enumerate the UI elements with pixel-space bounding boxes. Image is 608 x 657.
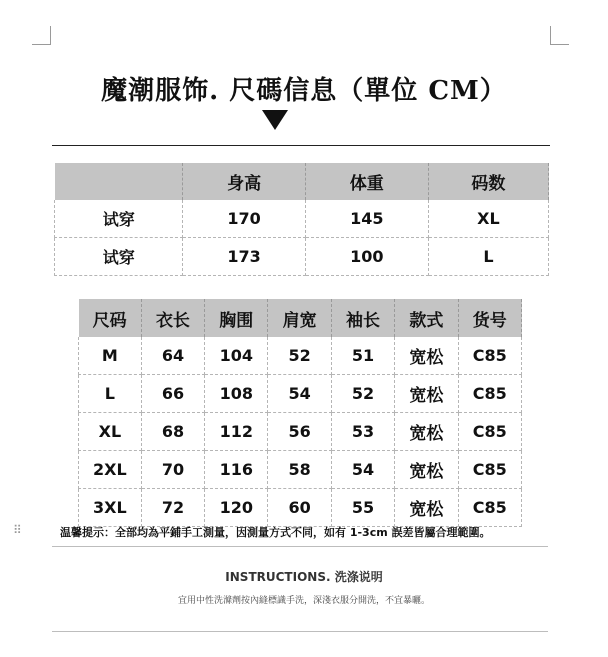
size-cell: 53 xyxy=(331,413,394,451)
table-row xyxy=(79,451,522,489)
fit-cell: 100 xyxy=(305,238,428,276)
size-cell: L xyxy=(79,375,142,413)
size-cell: 55 xyxy=(331,489,394,527)
size-cell: 64 xyxy=(141,337,204,375)
size-cell: 宽松 xyxy=(395,451,458,489)
size-header-cell: 肩宽 xyxy=(268,299,331,337)
size-cell: 104 xyxy=(205,337,268,375)
size-cell: 54 xyxy=(268,375,331,413)
table-row xyxy=(79,375,522,413)
size-cell: M xyxy=(79,337,142,375)
table-row xyxy=(55,200,549,238)
table-row xyxy=(79,489,522,527)
size-cell: 51 xyxy=(331,337,394,375)
size-cell: 56 xyxy=(268,413,331,451)
fit-table xyxy=(54,163,549,276)
size-cell: 108 xyxy=(205,375,268,413)
fit-cell: XL xyxy=(428,200,548,238)
fit-header-cell: 身高 xyxy=(183,163,305,200)
size-cell: 宽松 xyxy=(395,375,458,413)
fit-cell: L xyxy=(428,238,548,276)
divider-bottom xyxy=(52,631,548,632)
fit-cell: 145 xyxy=(305,200,428,238)
size-header-cell: 衣长 xyxy=(141,299,204,337)
fit-cell: 试穿 xyxy=(55,200,183,238)
page-corner-mark-top-left xyxy=(32,26,51,45)
fit-header-cell: 码数 xyxy=(428,163,548,200)
size-header-cell: 款式 xyxy=(395,299,458,337)
size-cell: 52 xyxy=(268,337,331,375)
size-cell: C85 xyxy=(458,375,521,413)
size-cell: C85 xyxy=(458,489,521,527)
size-cell: C85 xyxy=(458,451,521,489)
table-row xyxy=(79,413,522,451)
size-table xyxy=(78,299,522,527)
size-cell: 54 xyxy=(331,451,394,489)
instructions-text: 宜用中性洗滌劑按內縫標識手洗，深淺衣服分開洗，不宜暴曬。 xyxy=(177,596,430,606)
size-cell: XL xyxy=(79,413,142,451)
size-header-cell: 袖长 xyxy=(331,299,394,337)
divider-top xyxy=(52,145,550,146)
page-title: 魔潮服饰. 尺碼信息（單位 CM） xyxy=(101,76,507,106)
table-row xyxy=(55,238,549,276)
down-triangle-icon xyxy=(262,110,288,130)
fit-cell: 试穿 xyxy=(55,238,183,276)
size-header-cell: 胸围 xyxy=(205,299,268,337)
page-corner-mark-top-right xyxy=(550,26,569,45)
size-cell: 70 xyxy=(141,451,204,489)
fit-table-header-row xyxy=(55,163,549,200)
table-row xyxy=(79,337,522,375)
size-table-header-row xyxy=(79,299,522,337)
size-header-cell: 尺码 xyxy=(79,299,142,337)
fit-cell: 170 xyxy=(183,200,305,238)
size-cell: C85 xyxy=(458,337,521,375)
divider-middle xyxy=(52,546,548,547)
size-header-cell: 货号 xyxy=(458,299,521,337)
size-cell: 2XL xyxy=(79,451,142,489)
fit-header-cell xyxy=(55,163,183,200)
size-cell: 116 xyxy=(205,451,268,489)
instructions-title: INSTRUCTIONS. 洗涤说明 xyxy=(225,570,383,584)
drag-handle-icon[interactable]: ⠿ xyxy=(13,523,22,537)
measurement-note: 温馨提示：全部均為平鋪手工測量，因測量方式不同，如有 1-3cm 誤差皆屬合理範圍。 xyxy=(60,526,491,539)
size-cell: 120 xyxy=(205,489,268,527)
size-cell: 112 xyxy=(205,413,268,451)
size-cell: 60 xyxy=(268,489,331,527)
size-cell: 58 xyxy=(268,451,331,489)
size-cell: 宽松 xyxy=(395,337,458,375)
fit-header-cell: 体重 xyxy=(305,163,428,200)
size-cell: 68 xyxy=(141,413,204,451)
size-cell: 3XL xyxy=(79,489,142,527)
size-cell: 66 xyxy=(141,375,204,413)
size-cell: 宽松 xyxy=(395,489,458,527)
size-cell: C85 xyxy=(458,413,521,451)
fit-cell: 173 xyxy=(183,238,305,276)
size-cell: 52 xyxy=(331,375,394,413)
size-cell: 宽松 xyxy=(395,413,458,451)
size-cell: 72 xyxy=(141,489,204,527)
